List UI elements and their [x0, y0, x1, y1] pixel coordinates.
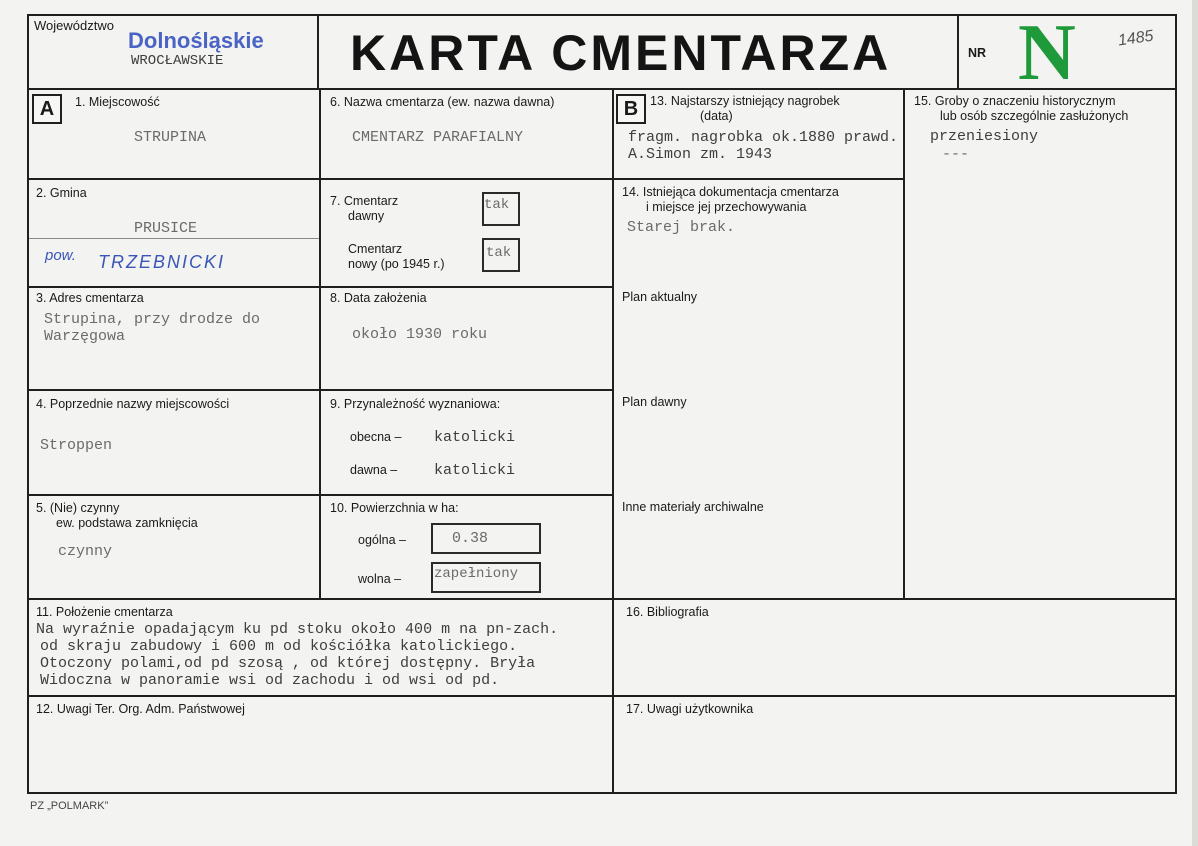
- field-6-label: 6. Nazwa cmentarza (ew. nazwa dawna): [330, 95, 555, 109]
- field-2-value: PRUSICE: [134, 220, 198, 237]
- field-4-label: 4. Poprzednie nazwy miejscowości: [36, 397, 230, 411]
- voivodeship-label: Województwo: [34, 18, 114, 33]
- vline-col2: [612, 88, 614, 794]
- field-9-current-label: obecna –: [350, 430, 402, 444]
- number-handwritten: 1485: [1116, 27, 1155, 50]
- other-archival-label: Inne materiały archiwalne: [622, 500, 764, 514]
- field-13-sublabel: (data): [700, 109, 733, 123]
- field-11-line1: Na wyraźnie opadającym ku pd stoku około 400 m na pn-zach.: [36, 621, 559, 638]
- section-b-marker: B: [616, 94, 646, 124]
- field-9-current-value: katolicki: [434, 429, 516, 446]
- field-5-label: 5. (Nie) czynny: [36, 501, 120, 515]
- field-5-sublabel: ew. podstawa zamknięcia: [56, 516, 198, 530]
- field-14-label: 14. Istniejąca dokumentacja cmentarza: [622, 185, 839, 199]
- field-11-label: 11. Położenie cmentarza: [36, 605, 173, 619]
- frame-right: [1175, 14, 1177, 794]
- field-7-sublabel: dawny: [348, 209, 385, 223]
- gmina-inner-line: [29, 238, 319, 239]
- vline-col3: [903, 88, 905, 600]
- field-17-label: 17. Uwagi użytkownika: [626, 702, 754, 716]
- field-13-label: 13. Najstarszy istniejący nagrobek: [650, 94, 840, 108]
- field-7-new-label: Cmentarz: [348, 242, 403, 256]
- field-8-value: około 1930 roku: [352, 326, 488, 343]
- field-1-label: 1. Miejscowość: [75, 95, 160, 109]
- field-3-value-line1: Strupina, przy drodze do: [44, 311, 261, 328]
- frame-left: [27, 14, 29, 794]
- hline-row3: [27, 389, 614, 391]
- field-2-hand-prefix: pow.: [45, 247, 76, 264]
- field-11-line4: Widoczna w panoramie wsi od zachodu i od wsi od pd.: [40, 672, 500, 689]
- field-11-line2: od skraju zabudowy i 600 m od kościółka katolickiego.: [40, 638, 518, 655]
- field-15-value: przeniesiony: [930, 128, 1039, 145]
- field-10-free-value: zapełniony: [434, 566, 519, 582]
- number-label: NR: [968, 46, 987, 60]
- frame-top: [27, 14, 1177, 16]
- voivodeship-typed: WROCŁAWSKIE: [131, 53, 224, 69]
- field-15-sublabel: lub osób szczególnie zasłużonych: [940, 109, 1129, 123]
- hline-row5: [27, 598, 1177, 600]
- paper-edge: [1192, 0, 1198, 846]
- field-6-value: CMENTARZ PARAFIALNY: [352, 129, 524, 146]
- hline-row1: [27, 178, 614, 180]
- field-7-label: 7. Cmentarz: [330, 194, 399, 208]
- plan-old-label: Plan dawny: [622, 395, 687, 409]
- field-9-old-value: katolicki: [434, 462, 516, 479]
- header-divider: [27, 88, 1177, 90]
- field-14-value: Starej brak.: [627, 219, 736, 236]
- number-marker: N: [1018, 9, 1076, 97]
- field-11-line3: Otoczony polami,od pd szosą , od której dostępny. Bryła: [40, 655, 536, 672]
- field-16-label: 16. Bibliografia: [626, 605, 709, 619]
- frame-bottom: [27, 792, 1177, 794]
- field-10-total-value: 0.38: [452, 530, 489, 547]
- field-13-value-line1: fragm. nagrobka ok.1880 prawd.: [628, 129, 899, 146]
- field-13-value-line2: A.Simon zm. 1943: [628, 146, 773, 163]
- field-15-dash: ---: [942, 146, 970, 163]
- field-2-label: 2. Gmina: [36, 186, 87, 200]
- field-10-total-label: ogólna –: [358, 533, 406, 547]
- field-3-label: 3. Adres cmentarza: [36, 291, 144, 305]
- field-10-free-label: wolna –: [358, 572, 402, 586]
- field-8-label: 8. Data założenia: [330, 291, 427, 305]
- plan-current-label: Plan aktualny: [622, 290, 698, 304]
- field-5-value: czynny: [58, 543, 113, 560]
- field-9-old-label: dawna –: [350, 463, 398, 477]
- field-14-sublabel: i miejsce jej przechowywania: [646, 200, 807, 214]
- field-3-value-line2: Warzęgowa: [44, 328, 126, 345]
- field-12-label: 12. Uwagi Ter. Org. Adm. Państwowej: [36, 702, 245, 716]
- field-7-new-value: tak: [486, 245, 512, 261]
- field-9-label: 9. Przynależność wyznaniowa:: [330, 397, 501, 411]
- card-title: KARTA CMENTARZA: [350, 25, 892, 81]
- field-7-old-value: tak: [484, 197, 510, 213]
- printer-mark: PZ „POLMARK”: [30, 800, 109, 812]
- field-2-hand-value: TRZEBNICKI: [98, 252, 226, 272]
- field-15-label: 15. Groby o znaczeniu historycznym: [914, 94, 1116, 108]
- voivodeship-stamp: Dolnośląskie: [128, 28, 264, 53]
- section-a-marker: A: [32, 94, 62, 124]
- header-vline-1: [317, 14, 319, 90]
- vline-col1: [319, 88, 321, 600]
- field-10-label: 10. Powierzchnia w ha:: [330, 501, 459, 515]
- field-7-new-sublabel: nowy (po 1945 r.): [348, 257, 445, 271]
- hline-right-1: [612, 178, 904, 180]
- field-1-value: STRUPINA: [134, 129, 207, 146]
- hline-row2: [27, 286, 614, 288]
- field-4-value: Stroppen: [40, 437, 113, 454]
- hline-row6: [27, 695, 1177, 697]
- header-vline-2: [957, 14, 959, 90]
- hline-row4: [27, 494, 614, 496]
